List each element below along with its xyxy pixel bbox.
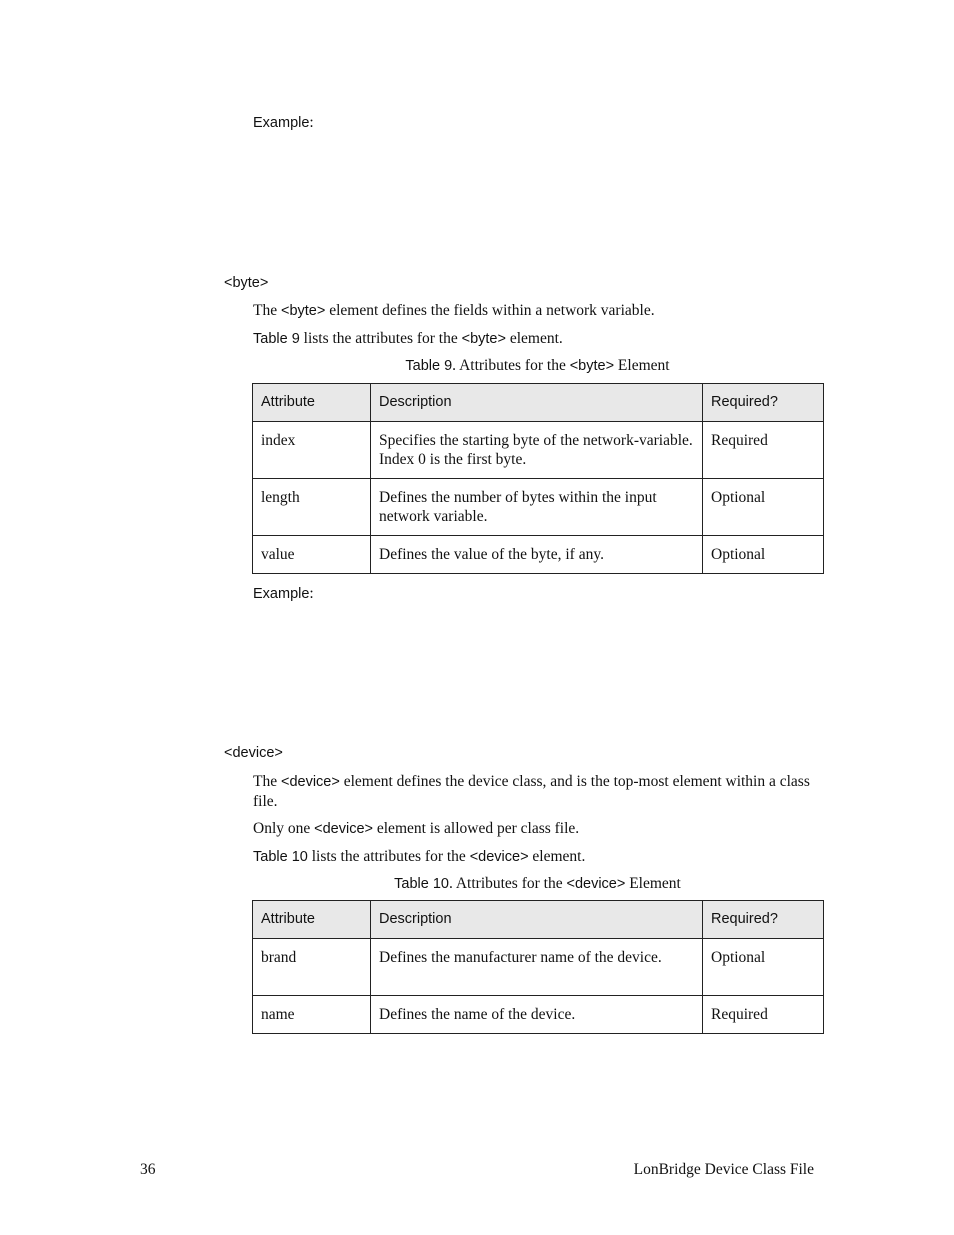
table-cell: Defines the value of the byte, if any. <box>371 536 703 574</box>
table-reference-link[interactable]: Table 9 <box>253 331 300 347</box>
table-cell: Optional <box>703 479 824 536</box>
document-title: LonBridge Device Class File <box>633 1161 814 1178</box>
table-row <box>253 479 824 536</box>
section-heading-byte: <byte> <box>224 275 269 291</box>
table-row <box>253 996 824 1034</box>
table-cell: Required <box>703 422 824 479</box>
table-cell: Optional <box>703 536 824 574</box>
table-cell: Required <box>703 996 824 1034</box>
table-reference-link[interactable]: Table 10 <box>253 849 308 865</box>
table-caption: Table 10. Attributes for the <device> Element <box>394 875 681 892</box>
byte-table-reference-paragraph: Table 9 lists the attributes for the <byte> element. <box>253 330 563 347</box>
byte-attributes-table <box>252 383 824 574</box>
table-header-row <box>253 901 824 939</box>
header-cell: Required? <box>703 384 824 422</box>
example-label: Example: <box>253 114 314 131</box>
table-cell: Defines the manufacturer name of the device. <box>371 939 703 996</box>
table-caption: Table 9. Attributes for the <byte> Element <box>405 357 670 374</box>
device-attributes-table <box>252 900 824 1034</box>
table-cell: value <box>253 536 371 574</box>
table-cell: brand <box>253 939 371 996</box>
table-header-row <box>253 384 824 422</box>
table-cell: name <box>253 996 371 1034</box>
example-label: Example: <box>253 585 314 602</box>
header-cell: Description <box>371 901 703 939</box>
table-cell: length <box>253 479 371 536</box>
header-cell: Attribute <box>253 384 371 422</box>
table-cell: Defines the name of the device. <box>371 996 703 1034</box>
device-table-reference-paragraph: Table 10 lists the attributes for the <device> element. <box>253 848 586 865</box>
section-heading-device: <device> <box>224 745 283 761</box>
table-cell: Optional <box>703 939 824 996</box>
page-number: 36 <box>140 1161 156 1178</box>
header-cell: Description <box>371 384 703 422</box>
table-row <box>253 422 824 479</box>
device-intro-paragraph: The <device> element defines the device class, and is the top-most element within a class file. <box>253 773 810 810</box>
table-cell: index <box>253 422 371 479</box>
byte-intro-paragraph: The <byte> element defines the fields within a network variable. <box>253 302 655 319</box>
table-cell: Defines the number of bytes within the input network variable. <box>371 479 703 536</box>
device-constraint-paragraph: Only one <device> element is allowed per class file. <box>253 820 580 837</box>
header-cell: Required? <box>703 901 824 939</box>
table-row <box>253 939 824 996</box>
table-cell: Specifies the starting byte of the network-variable. Index 0 is the first byte. <box>371 422 703 479</box>
header-cell: Attribute <box>253 901 371 939</box>
table-row <box>253 536 824 574</box>
